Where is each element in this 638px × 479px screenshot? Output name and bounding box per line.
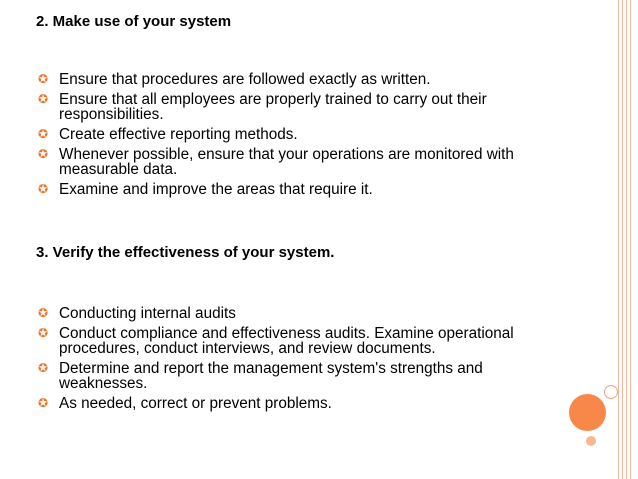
decorative-circle bbox=[569, 394, 606, 431]
list-item-text: As needed, correct or prevent problems. bbox=[59, 395, 332, 412]
list-item bbox=[36, 326, 536, 356]
bullet-glyph-icon: ✪ bbox=[38, 396, 49, 410]
decorative-circle-small bbox=[586, 436, 596, 446]
list-item-text: Ensure that procedures are followed exactly as written. bbox=[59, 71, 431, 88]
list-item bbox=[36, 72, 536, 87]
decorative-circle-outline bbox=[604, 385, 618, 399]
bullet-list bbox=[36, 72, 536, 202]
bullet-glyph-icon: ✪ bbox=[38, 147, 49, 161]
list-item bbox=[36, 361, 536, 391]
list-item bbox=[36, 182, 536, 197]
list-item bbox=[36, 127, 536, 142]
list-item-text: Ensure that all employees are properly trained to carry out their responsibilities. bbox=[59, 91, 487, 123]
decorative-line bbox=[622, 0, 623, 479]
list-item-text: Examine and improve the areas that require it. bbox=[59, 181, 373, 198]
list-item bbox=[36, 396, 536, 411]
bullet-glyph-icon: ✪ bbox=[38, 72, 49, 86]
section-heading: 3. Verify the effectiveness of your system. bbox=[36, 244, 335, 261]
list-item bbox=[36, 306, 536, 321]
list-item-text: Conduct compliance and effectiveness audits. Examine operational procedures, conduct interviews, and review documents. bbox=[59, 325, 514, 357]
decorative-line bbox=[618, 0, 619, 479]
section-heading: 2. Make use of your system bbox=[36, 13, 232, 30]
bullet-glyph-icon: ✪ bbox=[38, 127, 49, 141]
list-item bbox=[36, 147, 536, 177]
bullet-glyph-icon: ✪ bbox=[38, 361, 49, 375]
decorative-line bbox=[626, 0, 627, 479]
list-item bbox=[36, 92, 536, 122]
bullet-glyph-icon: ✪ bbox=[38, 306, 49, 320]
bullet-list bbox=[36, 306, 536, 416]
bullet-glyph-icon: ✪ bbox=[38, 92, 49, 106]
bullet-glyph-icon: ✪ bbox=[38, 326, 49, 340]
list-item-text: Determine and report the management system's strengths and weaknesses. bbox=[59, 360, 483, 392]
list-item-text: Create effective reporting methods. bbox=[59, 126, 298, 143]
list-item-text: Conducting internal audits bbox=[59, 305, 236, 322]
decorative-line bbox=[630, 0, 631, 479]
bullet-glyph-icon: ✪ bbox=[38, 182, 49, 196]
list-item-text: Whenever possible, ensure that your operations are monitored with measurable data. bbox=[59, 146, 514, 178]
